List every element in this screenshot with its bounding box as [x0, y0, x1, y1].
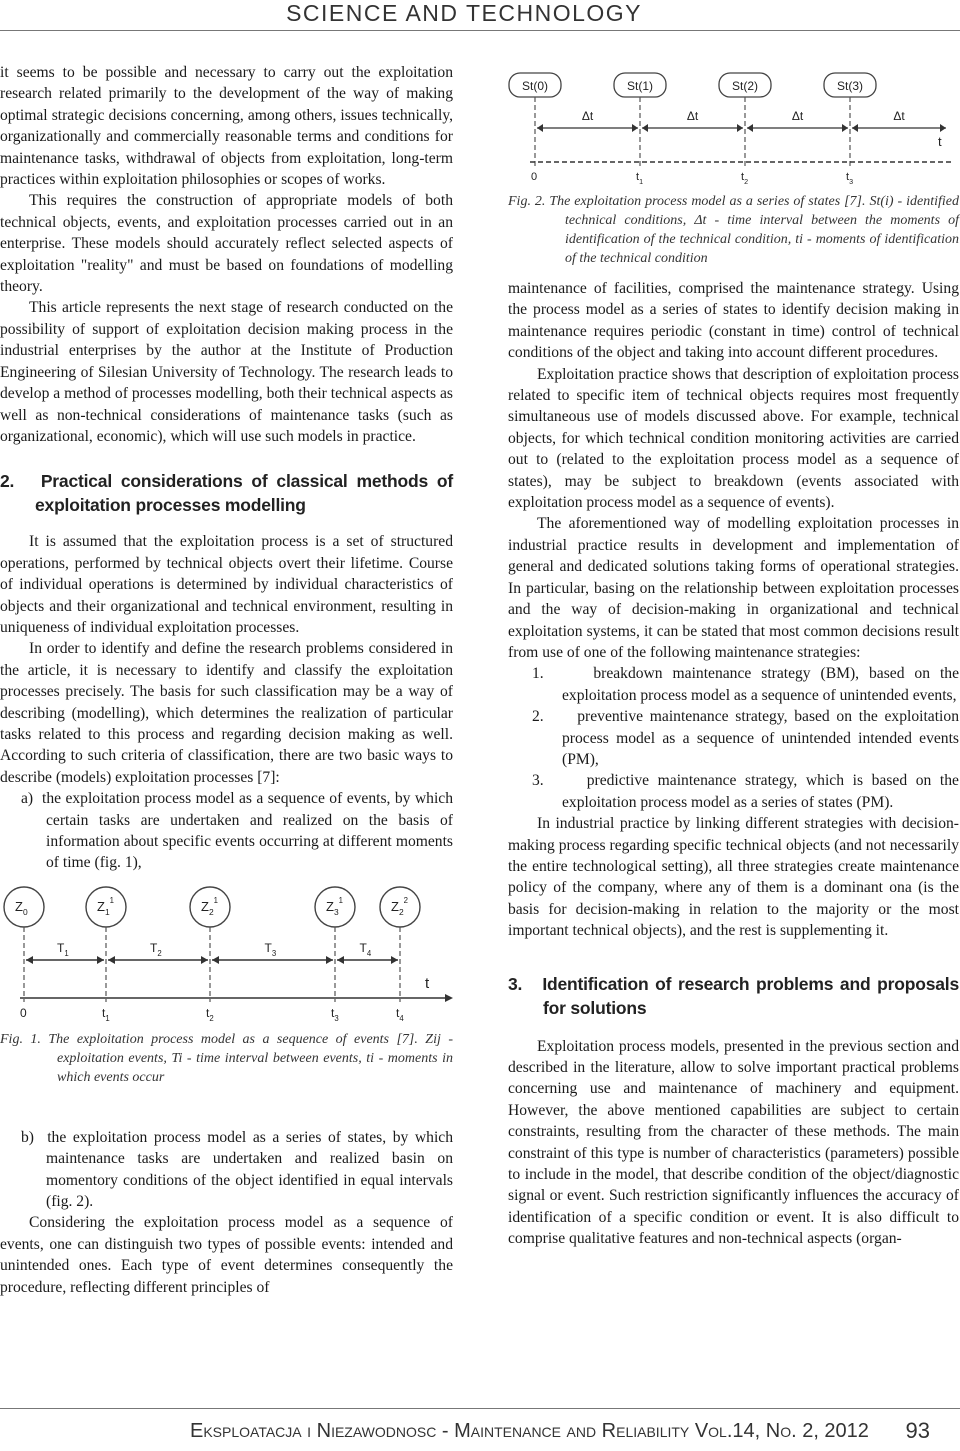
strategy-list-item: [508, 663, 959, 706]
paragraph: In order to identify and define the research problems considered in the article, it is necessary to identify and classify the exploitation processes precisely. The basis for such classification may be a way of describing (modelling), which determines the realization of particular tasks related to this process and regarding decision making as well. According to such criteria of classification, there are two basic ways to describe (models) exploitation processes [7]:: [0, 640, 453, 786]
fig1-tick-label: [396, 1006, 404, 1022]
page-footer: [0, 1408, 960, 1451]
fig1-event-label-sub: 2: [398, 906, 404, 917]
fig2-arrowhead: [852, 124, 858, 132]
fig1-event-label-main: Z: [201, 898, 209, 914]
fig2-interval-label: Δt: [893, 109, 905, 123]
fig1-arrowhead: [108, 956, 115, 964]
fig2-arrowhead: [737, 124, 743, 132]
fig2-interval-label: Δt: [686, 109, 699, 123]
section-heading-2: [0, 469, 453, 517]
fig2-tick-label-sub: 1: [639, 178, 644, 184]
paragraph: Considering the exploitation process model as a sequence of events, one can distinguish two types of possible events: intended and unintended ones. Each type of event determines consequently the procedure, reflecting different principles of: [0, 1214, 453, 1296]
page-header: [0, 0, 960, 40]
fig1-event-label-sub: 1: [104, 906, 110, 917]
journal-citation: Eksploatacja i Niezawodnosc - Maintenance and Reliability Vol.14, No. 2, 2012: [190, 1420, 869, 1442]
fig2-interval-label: Δt: [581, 109, 594, 123]
paragraph: This article represents the next stage of research conducted on the possibility of support of exploitation decision making process in the industrial enterprises by the author at the Institute of Production Engineering of Silesian University of Technology. The research leads to develop a method of processes modelling, both their technical aspects as well as non-technical considerations of maintenance tasks (such as organizational, economic), which will use such models in practice.: [0, 299, 453, 445]
list-marker: a): [21, 790, 34, 808]
fig2-arrowhead: [747, 124, 753, 132]
list-item-text: breakdown maintenance strategy (BM), based on the exploitation process model as a sequence of unintended events,: [562, 665, 959, 704]
fig1-tick-label-main: t: [396, 1005, 400, 1020]
fig1-axis-arrowhead: [445, 994, 453, 1002]
fig1-event-label-sub: 0: [22, 906, 28, 917]
fig1-tick-label-main: t: [206, 1005, 210, 1020]
fig2-arrowhead: [537, 124, 543, 132]
fig2-axis-label: t: [938, 134, 942, 149]
fig1-interval-label-main: T: [150, 940, 158, 955]
fig1-arrowhead: [391, 956, 398, 964]
paragraph: In industrial practice by linking different strategies with decision-making process regarding specific technical objects (and not necessarily the entire technological setting), all three strategies create maintenance policy of the company, where any of them is a dominant ona (is the basis for decision-making in relation to the majority or the most important technical objects), and the rest is supplementing it.: [508, 815, 959, 940]
fig2-tick-label-main: t: [846, 171, 850, 183]
footer-rule: [0, 1408, 960, 1409]
fig2-tick-label-main: t: [636, 171, 640, 183]
fig1-interval-label-main: T: [264, 940, 272, 955]
paragraph: maintenance of facilities, comprised the maintenance strategy. Using the process model as a series of states to identify decision making in maintenance requires periodic (constant in time) control of technical conditions of the object and taking into account different procedures.: [508, 280, 959, 362]
right-column: [508, 62, 959, 1250]
fig2-tick-label-sub: 2: [744, 178, 749, 184]
fig1-axis-label: t: [425, 974, 430, 992]
strategy-list-item: [508, 706, 959, 770]
fig1-tick-label-main: 0: [20, 1005, 27, 1020]
list-marker: 1.: [532, 665, 544, 683]
fig1-tick-label: [20, 1006, 27, 1020]
left-column: [0, 62, 453, 1298]
fig1-event-label-main: Z: [15, 898, 23, 914]
fig1-event-label-sup: 1: [338, 895, 343, 905]
fig1-tick-label-main: t: [102, 1005, 106, 1020]
section-heading-text: Identification of research problems and proposals for solutions: [542, 973, 959, 1018]
figure-1: [0, 884, 453, 1022]
strategy-list-item: [508, 770, 959, 813]
paragraph: It is assumed that the exploitation process is a set of structured operations, performed by technical objects overt their lifetime. Course of individual operations is determined by individual characteristics of objects and their organizational and technical environment, resulting in uniqueness of individual exploitation processes.: [0, 533, 453, 636]
fig1-event-label-sup: 2: [403, 895, 408, 905]
section-title: SCIENCE AND TECHNOLOGY: [286, 0, 642, 26]
section-heading-3: [508, 972, 959, 1020]
list-item-text: the exploitation process model as a series of states, by which maintenance tasks are undertaken and realized basin on momentory conditions of the object identified in equal intervals (fig. 2).: [46, 1128, 454, 1211]
fig1-interval-label-main: T: [57, 940, 65, 955]
section-number: 3.: [508, 973, 523, 994]
fig1-tick-label: [331, 1006, 339, 1022]
fig1-interval-label-sub: 3: [271, 948, 277, 958]
paragraph: it seems to be possible and necessary to carry out the exploitation research related primarily to the development of the way of making optimal strategic decisions concerning, among others, issues technically, organizationally and commercially reasonable terms and conditions for maintenance tasks, withdrawal of objects from exploitation, long-term practices within exploitation philosophies or scopes of works.: [0, 64, 453, 189]
fig2-tick-label: [846, 171, 853, 184]
fig2-arrowhead: [842, 124, 848, 132]
paragraph: Exploitation practice shows that description of exploitation process related to specific item of technical objects requires most frequently simultaneous use of models discussed above. For example, technical objects, for which technical condition monitoring activities are carried out to (related to the exploitation process model as a sequence of states), may be subject to breakdown (events associated with exploitation process model as a sequence of events).: [508, 365, 959, 512]
fig2-state-label: St(1): [626, 79, 654, 93]
fig2-tick-label-sub: 3: [849, 178, 854, 184]
fig1-interval-label-sub: 2: [157, 948, 162, 958]
fig1-arrowhead: [212, 956, 219, 964]
section-heading-text: Practical considerations of classical methods of exploitation processes modelling: [35, 471, 453, 516]
fig1-event-label-main: Z: [326, 898, 334, 914]
fig1-tick-label-sub: 3: [334, 1013, 339, 1022]
fig1-tick-label: [102, 1006, 110, 1022]
fig1-event-label-sub: 2: [208, 906, 214, 917]
fig2-interval-label: Δt: [791, 109, 804, 123]
fig1-interval-label-main: T: [359, 940, 367, 955]
fig1-tick-label-sub: 4: [399, 1013, 404, 1022]
fig1-interval-label: [57, 941, 69, 958]
fig1-interval-label: [150, 941, 162, 958]
fig1-interval-label: [265, 941, 277, 958]
fig2-arrowhead: [940, 124, 946, 132]
fig1-tick-label-sub: 1: [105, 1013, 110, 1022]
fig1-interval-label: [360, 941, 372, 958]
fig1-event-label-sub: 3: [333, 906, 339, 917]
list-item-text: the exploitation process model as a sequence of events, by which certain tasks are undertaken and realized on the basis of information about specific events occurring at different moments of time (fig. 1),: [41, 790, 454, 872]
fig1-tick-label: [206, 1006, 214, 1022]
fig1-diagram: [0, 884, 453, 1022]
paragraph: Exploitation process models, presented in the previous section and described in the literature, allow to solve important practical problems concerning use and maintenance of machinery and equipment. However, the above mentioned capabilities are subject to certain constraints, resulting from the character of these methods. The main constraint of this type is number of characteristics (parameters) possible to include in the model, that describe condition of the object/diagnostic signal or event. Such restriction significantly influences the accuracy of identification of a specific condition or event. It is also difficult to comprise qualitative features and non-technical aspects (organ-: [508, 1037, 959, 1248]
page-number: 93: [905, 1418, 930, 1443]
fig1-arrowhead: [326, 956, 333, 964]
fig1-event-label-main: Z: [391, 898, 399, 914]
fig2-state-label: St(3): [836, 79, 864, 93]
list-item-b: [0, 1127, 453, 1213]
fig1-arrowhead: [97, 956, 104, 964]
list-item-text: predictive maintenance strategy, which is based on the exploitation process model as a series of states (PM).: [562, 772, 959, 811]
list-marker: 3.: [532, 772, 544, 790]
fig2-tick-label-main: 0: [531, 171, 538, 183]
fig2-tick-label: [636, 171, 643, 184]
fig1-arrowhead: [201, 956, 208, 964]
paragraph: The aforementioned way of modelling exploitation processes in industrial practice results in development and implementation of general and dedicated solutions taking forms of operational strategies. In particular, basing on the relationship between exploitation processes and the way of decision-making in organizational and technical exploitation systems, it can be stated that most common decisions result from use of one of the following maintenance strategies:: [508, 515, 959, 661]
fig1-event-label-sup: 1: [109, 895, 114, 905]
fig2-arrowhead: [632, 124, 638, 132]
fig1-event-label-sup: 1: [213, 895, 218, 905]
fig1-tick-label-sub: 2: [209, 1013, 214, 1022]
fig2-diagram: [508, 62, 959, 184]
section-number: 2.: [0, 471, 15, 492]
fig2-arrowhead: [642, 124, 648, 132]
fig1-arrowhead: [26, 956, 33, 964]
fig1-arrowhead: [337, 956, 344, 964]
header-rule: [0, 30, 960, 31]
strategy-list: [508, 663, 959, 813]
fig1-interval-label-sub: 1: [64, 948, 69, 958]
fig2-state-label: St(0): [521, 79, 549, 93]
fig1-event-label-main: Z: [97, 898, 105, 914]
fig1-tick-label-main: t: [331, 1005, 335, 1020]
figure-1-caption: Fig. 1. The exploitation process model as a sequence of events [7]. Zij - exploitation events, Ti - time interval between events, ti - moments in which events occur: [0, 1031, 453, 1085]
list-marker: 2.: [532, 708, 544, 726]
fig2-tick-label: [741, 171, 748, 184]
list-marker: b): [21, 1128, 34, 1146]
fig2-state-label: St(2): [731, 79, 759, 93]
fig1-interval-label-sub: 4: [366, 948, 372, 958]
paragraph: This requires the construction of appropriate models of both technical objects, events, and exploitation processes carried out in an enterprise. These models should accurately reflect selected aspects of exploitation "reality" and must be based on foundations of modelling theory.: [0, 192, 453, 296]
list-item-a: [0, 788, 453, 874]
fig2-tick-label-main: t: [741, 171, 745, 183]
figure-2-caption: Fig. 2. The exploitation process model as a series of states [7]. St(i) - identified technical conditions, Δt - time interval between the moments of identification of the technical condition, ti - moments of identification of the technical condition: [508, 194, 959, 266]
figure-2: [508, 62, 959, 184]
list-item-text: preventive maintenance strategy, based on the exploitation process model as a sequence of unintended intended events (PM),: [562, 708, 959, 768]
fig2-tick-label: [531, 171, 537, 183]
